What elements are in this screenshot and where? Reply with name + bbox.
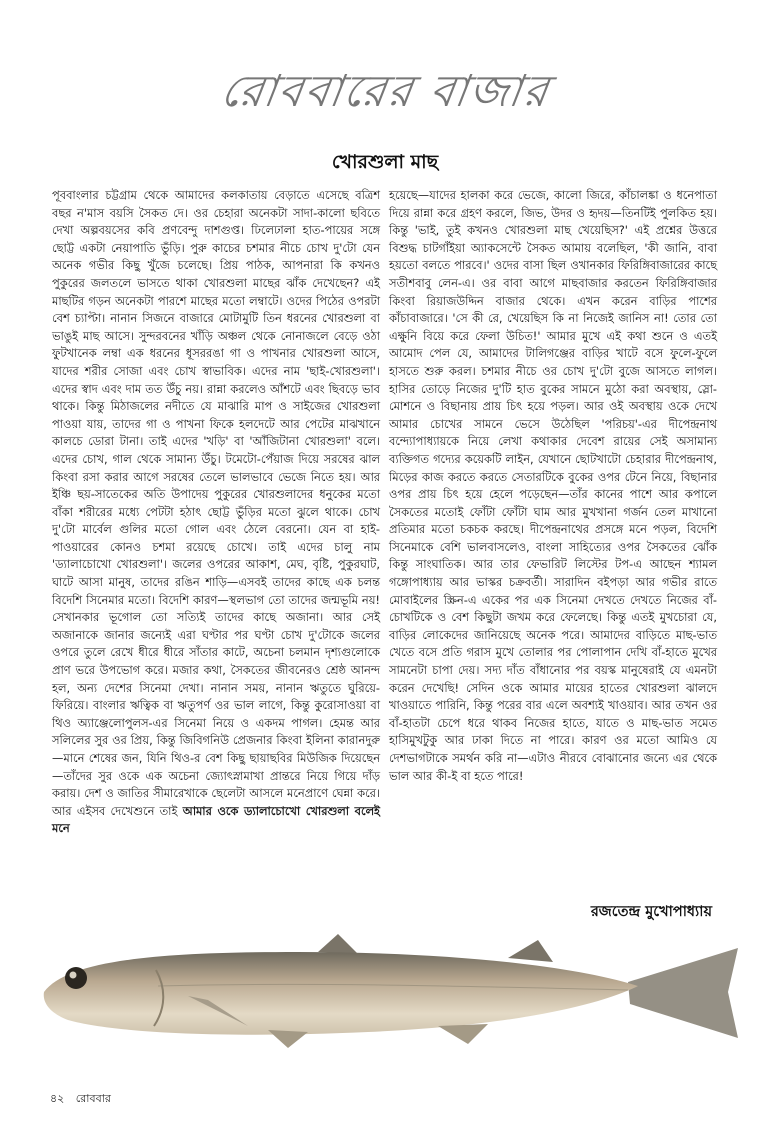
page-number: ৪২ [50, 1092, 65, 1105]
article-text-left: পূববাংলার চট্টগ্রাম থেকে আমাদের কলকাতায় বেড়াতে এসেছে বত্রিশ বছর ন'মাস বয়সি সৈকত দে। ওর চেহারা অনেকটা সাদা-কালো ছবিতে দেখা অল্পবয়সের কবি প্রণবেন্দু দাশগুপ্ত। ঢিলেঢালা হাত-পায়ের সঙ্গে ছোট্ট একটা নেয়াপাতি ভুঁড়ি। পুরু কাচের চশমার নীচে চোখ দু'টো যেন অনেক গভীর কিছু খুঁজে চলেছে। প্রিয় পাঠক, আপনারা কি কখনও পুকুরের জলতলে ভাসতে থাকা খোরশুলা মাছের ঝাঁক দেখেছেন? এই মাছটির গড়ন অনেকটা পারশে মাছের মতো লম্বাটে। ওদের পিঠের ওপরটা বেশ চ্যাপ্টা। নানান সিজনে বাজারে মোটামুটি তিন ধরনের খোরশুলা বা ভাঙুই মাছ আসে। সুন্দরবনের খাঁড়ি অঞ্চল থেকে নোনাজলে বেড়ে ওঠা ফুটখানেক লম্বা এক ধরনের ধূসররঙা গা ও পাখনার খোরশুলা আসে, যাদের শরীর সোজা এবং চোখ স্বাভাবিক। এদের নাম 'ছাই-খোরশুলা'। এদের স্বাদ এবং দাম তত উঁচু নয়। রান্না করলেও আঁশটে এবং ছিবড়ে ভাব থাকে। কিন্তু মিঠাজলের নদীতে যে মাঝারি মাপ ও সাইজের খোরশুলা পাওয়া যায়, তাদের গা ও পাখনা ফিকে হলদেটে আর পেটের মাঝখানে কালচে ডোরা টানা। তাই এদের 'খড়ি' বা 'আঁজিটানা খোরশুলা' বলে। এদের চোখ, গাল থেকে সামান্য উঁচু। টমেটো-পেঁয়াজ দিয়ে সরষের ঝাল কিংবা রসা করার আগে সরষের তেলে ভালভাবে ভেজে নিতে হয়। আর ইঞ্চি ছয়-সাতেকের অতি উপাদেয় পুকুরের খোরশুলাদের ধনুকের মতো বাঁকা শরীরের মধ্যে পেটটা হঠাৎ ছোট্ট ভুঁড়ির মতো ঝুলে থাকে। চোখ দু'টো মার্বেল গুলির মতো গোল এবং ঠেলে বেরনো। যেন বা হাই-পাওয়ারের কোনও চশমা রয়েছে চোখে। তাই এদের চালু নাম 'ড্যালাচোখো খোরশুলা'। জলের ওপরের আকাশ, মেঘ, বৃষ্টি, পুকুরঘাট, ঘাটে আসা মানুষ, তাদের রঙিন শাড়ি—এসবই তাদের কাছে এক চলন্ত বিদেশি সিনেমার মতো। বিদেশি কারণ—স্থলভাগ তো তাদের জন্মভূমি নয়! সেখানকার ভূগোল তো সত্যিই তাদের কাছে অজানা। আর সেই অজানাকে জানার জন্যেই এরা ঘণ্টার পর ঘণ্টা চোখ দু'টোকে জলের ওপরে তুলে রেখে ধীরে ধীরে সাঁতার কাটে, অচেনা চলমান দৃশ্যগুলোকে প্রাণ ভরে উপভোগ করে। মজার কথা, সৈকতের জীবনেরও শ্রেষ্ঠ আনন্দ হল, অন্য দেশের সিনেমা দেখা। নানান সময়, নানান ঋতুতে ঘুরিয়ে-ফিরিয়ে। বাংলার ঋত্বিক বা ঋতুপর্ণ ওর ভাল লাগে, কিন্তু কুরোসাওয়া বা থিও অ্যাঞ্জেলোপুলস-এর সিনেমা নিয়ে ও একদম পাগল। হেমন্ত আর সলিলের সুর ওর প্রিয়, কিন্তু জিবিগনিউ প্রেজনার কিংবা ইলিনা কারানদুরু—মানে শেষের জন, যিনি থিও-র বেশ কিছু ছায়াছবির মিউজিক দিয়েছেন—তাঁদের সুর ওকে এক অচেনা জ্যোৎস্নামাখা প্রান্তরে নিয়ে গিয়ে দাঁড় করায়। দেশ ও জাতির সীমারেখাকে ছেলেটা আসলে মনেপ্রাণে ঘেন্না করে। আর এইসব দেখেশুনে তাই [52, 188, 380, 818]
khorshula-fish-image [38, 930, 740, 1050]
article-column-right [389, 187, 717, 859]
fish-dorsal-fin [318, 934, 358, 954]
fish-body [44, 952, 638, 1035]
article-body-left [52, 187, 380, 838]
fish-tail [628, 948, 738, 1038]
fish-second-dorsal-fin [508, 940, 553, 962]
article-title: খোরশুলা মাছ [331, 151, 439, 173]
fish-pelvic-fin [268, 1030, 308, 1048]
article-column-left [52, 187, 380, 913]
article-bold-lead: আমার ওকে ড্যালাচোখো খোরশুলা বলেই মনে [52, 803, 380, 836]
author-byline: রজতেন্দ্র মুখোপাধ্যায় [590, 904, 712, 920]
article-text-right: হয়েছে—যাদের হালকা করে ভেজে, কালো জিরে, কাঁচালঙ্কা ও ধনেপাতা দিয়ে রান্না করে গ্রহণ করলে, জিভ, উদর ও হৃদয়—তিনটিই পুলকিত হয়। কিন্তু 'ভাই, তুই কখনও খোরশুলা মাছ খেয়েছিস?' এই প্রশ্নের উত্তরে বিশুদ্ধ চাটগাঁইয়া অ্যাকসেন্টে সৈকত আমায় বলেছিল, 'কী জানি, বাবা হয়তো বলতে পারবে।' ওদের বাসা ছিল ওখানকার ফিরিঙ্গিবাজারের কাছে সতীশবাবু লেন-এ। ওর বাবা আগে মাছবাজার করতেন ফিরিঙ্গিবাজার কিংবা রিয়াজউদ্দিন বাজার থেকে। এখন করেন বাড়ির পাশের কাঁচাবাজারে। 'সে কী রে, খেয়েছিস কি না নিজেই জানিস না! তোর তো এক্ষুনি বিয়ে করে ফেলা উচিত!' আমার মুখে এই কথা শুনে ও এতই আমোদ পেল যে, আমাদের টালিগঞ্জের বাড়ির খাটে বসে ফুলে-ফুলে হাসতে শুরু করল। চশমার নীচে ওর চোখ দু'টো বুজে আসতে লাগল। হাসির তোড়ে নিজের দু'টি হাত বুকের সামনে মুঠো করা অবস্থায়, স্লো-মোশনে ও বিছানায় প্রায় চিৎ হয়ে পড়ল। আর ওই অবস্থায় ওকে দেখে আমার চোখের সামনে ভেসে উঠেছিল 'পরিচয়'-এর দীপেন্দ্রনাথ বন্দ্যোপাধ্যায়কে নিয়ে লেখা কথাকার দেবেশ রায়ের সেই অসামান্য ব্যক্তিগত গদ্যের কয়েকটি লাইন, যেখানে ছোটখাটো চেহারার দীপেন্দ্রনাথ, মিড়ের কাজ করতে করতে সেতারটিকে বুকের ওপর টেনে নিয়ে, বিছানার ওপর প্রায় চিৎ হয়ে হেলে পড়েছেন—তাঁর কানের পাশে আর কপালে সৈকতের মতোই ফোঁটা ফোঁটা ঘাম আর মুখখানা গর্জন তেল মাখানো প্রতিমার মতো চকচক করছে। দীপেন্দ্রনাথের প্রসঙ্গে মনে পড়ল, বিদেশি সিনেমাকে বেশি ভালবাসলেও, বাংলা সাহিত্যের ওপর সৈকতের ঝোঁক কিন্তু সাংঘাতিক। আর তার ফেভারিট লিস্টের টপ-এ আছেন শ্যামল গঙ্গোপাধ্যায় আর ভাস্কর চক্রবর্তী। সারাদিন বইপড়া আর গভীর রাতে মোবাইলের স্ক্রিন-এ একের পর এক সিনেমা দেখতে দেখতে নিজের বাঁ-চোখটিকে ও বেশ কিছুটা জখম করে ফেলেছে। কিন্তু এতই মুখচোরা যে, বাড়ির লোকেদের জানিয়েছে অনেক পরে। আমাদের বাড়িতে মাছ-ভাত খেতে বসে প্রতি গরাস মুখে তোলার পর পোলাপান দেখি বাঁ-হাতে মুখের সামনেটা চাপা দেয়। সদ্য দাঁত বাঁধানোর পর বয়স্ক মানুষেরাই যে এমনটা করেন দেখেছি! সেদিন ওকে আমার মায়ের হাতের খোরশুলা ঝালদে খাওয়াতে পারিনি, কিন্তু পরের বার এলে অবশ্যই খাওয়াব। আর তখন ওর বাঁ-হাতটা চেপে ধরে থাকব নিজের হাতে, যাতে ও মাছ-ভাত সমেত হাসিমুখটুকু আর ঢাকা দিতে না পারে। কারণ ওর মতো আমিও যে দেশভাগটাকে সমর্থন করি না—এটাও নীরবে বোঝানোর জন্যে এর থেকে ভাল আর কী-ই বা হতে পারে! [389, 188, 717, 783]
fish-eye [65, 967, 87, 989]
page-footer [50, 1090, 111, 1109]
fish-anal-fin [438, 1024, 488, 1044]
publication-name: রোববার [75, 1092, 111, 1105]
masthead: রোববারের বাজার [217, 66, 554, 117]
